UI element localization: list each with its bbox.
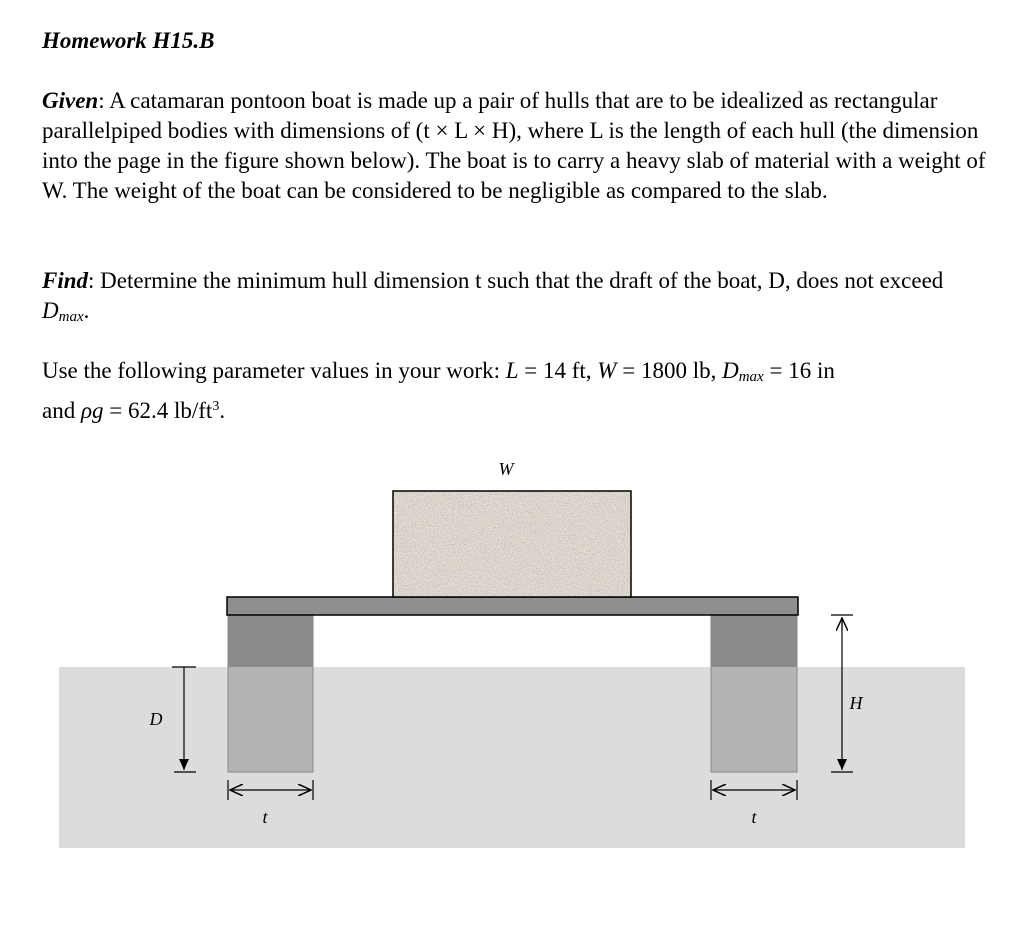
right-hull [711, 615, 797, 772]
left-hull-above-water [228, 615, 313, 667]
homework-title: Homework H15.B [42, 28, 215, 53]
right-hull-submerged [711, 667, 797, 772]
left-hull-submerged [228, 667, 313, 772]
dmax-subscript: max [58, 309, 84, 325]
params-end: . [219, 398, 226, 423]
length-value: = 14 ft, [524, 358, 592, 383]
water-region [59, 667, 965, 848]
length-symbol: L [505, 358, 519, 383]
weight-value: = 1800 lb, [622, 358, 717, 383]
specific-weight-symbol: ρg [80, 398, 104, 423]
find-end: . [83, 298, 90, 323]
weight-label: W [498, 459, 514, 479]
find-text: Determine the minimum hull dimension t such that the draft of the boat, D, does not exceed [100, 268, 944, 293]
deck-plank [227, 597, 798, 615]
find-paragraph: Find: Determine the minimum hull dimension t such that the draft of the boat, D, does not exceed $D_{max}$. [42, 268, 944, 325]
specific-weight-exponent: 3 [212, 399, 220, 414]
max-draft-symbol: D [722, 358, 739, 383]
draft-label: D [149, 709, 163, 729]
slab-texture [393, 491, 631, 597]
max-draft-subscript: max [738, 369, 764, 385]
right-hull-above-water [711, 615, 797, 667]
max-draft-value: = 16 in [769, 358, 835, 383]
left-hull [228, 615, 313, 772]
dmax-symbol: D [42, 298, 59, 323]
specific-weight-value: = 62.4 lb/ft [109, 398, 213, 423]
given-text: A catamaran pontoon boat is made up a pair of hulls that are to be idealized as rectangular parallelpiped bodies with dimensions of (t × L × H), where L is the length of each hull (the dimension into the page in the figure shown below). The boat is to carry a heavy slab of material with a weight of W. The weight of the boat can be considered to be negligible as compared to the slab. [42, 88, 986, 203]
find-label: Find [42, 268, 89, 293]
height-label: H [849, 693, 863, 713]
weight-symbol: W [597, 358, 617, 383]
params-intro: Use the following parameter values in your work: [42, 358, 500, 383]
given-label: Given [42, 88, 99, 113]
params-and: and [42, 398, 76, 423]
right-thickness-label: t [751, 807, 757, 827]
left-thickness-label: t [262, 807, 268, 827]
given-paragraph: Given: A catamaran pontoon boat is made up a pair of hulls that are to be idealized as rectangular parallelpiped bodies with dimensions of (t × L × H), where L is the length of each hull (the dimension into the page in the figure shown below). The boat is to carry a heavy slab of material with a weight of W. The weight of the boat can be considered to be negligible as compared to the slab. [42, 88, 986, 203]
